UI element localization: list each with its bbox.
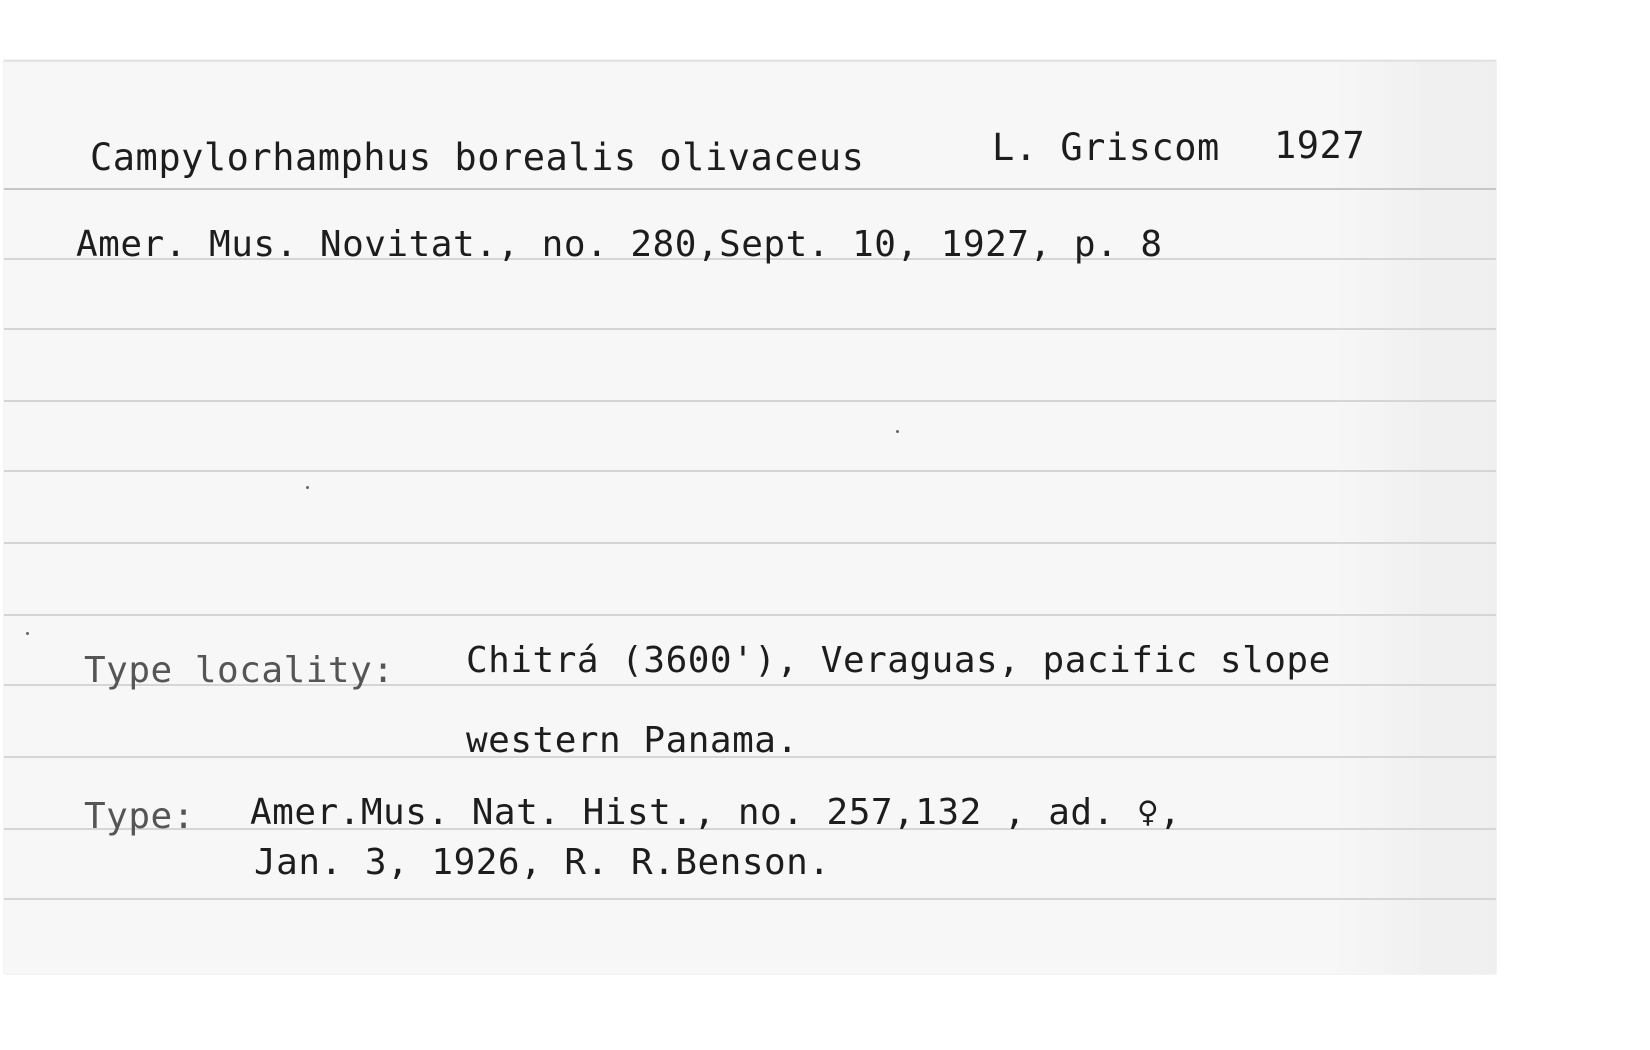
card-rule	[4, 898, 1496, 900]
type-specimen-line-1: Amer.Mus. Nat. Hist., no. 257,132 , ad. ♀,	[250, 792, 1182, 833]
type-label: Type:	[84, 796, 195, 837]
citation-line: Amer. Mus. Novitat., no. 280,Sept. 10, 1927, p. 8	[76, 224, 1163, 265]
type-specimen-line-2: Jan. 3, 1926, R. R.Benson.	[254, 842, 831, 883]
type-locality-line-1: Chitrá (3600'), Veraguas, pacific slope	[466, 640, 1331, 681]
type-locality-label: Type locality:	[84, 650, 395, 691]
taxon-name: Campylorhamphus borealis olivaceus	[90, 136, 865, 179]
publication-year: 1927	[1274, 124, 1366, 167]
scan-speck	[896, 430, 899, 433]
card-rule	[4, 470, 1496, 472]
scan-speck	[306, 486, 309, 489]
index-card	[4, 60, 1496, 974]
author-name: L. Griscom	[992, 126, 1220, 169]
card-rule	[4, 188, 1496, 190]
scan-speck	[26, 632, 29, 635]
type-locality-line-2: western Panama.	[466, 720, 799, 761]
card-rule	[4, 542, 1496, 544]
card-rule	[4, 328, 1496, 330]
card-rule	[4, 400, 1496, 402]
card-rule	[4, 614, 1496, 616]
